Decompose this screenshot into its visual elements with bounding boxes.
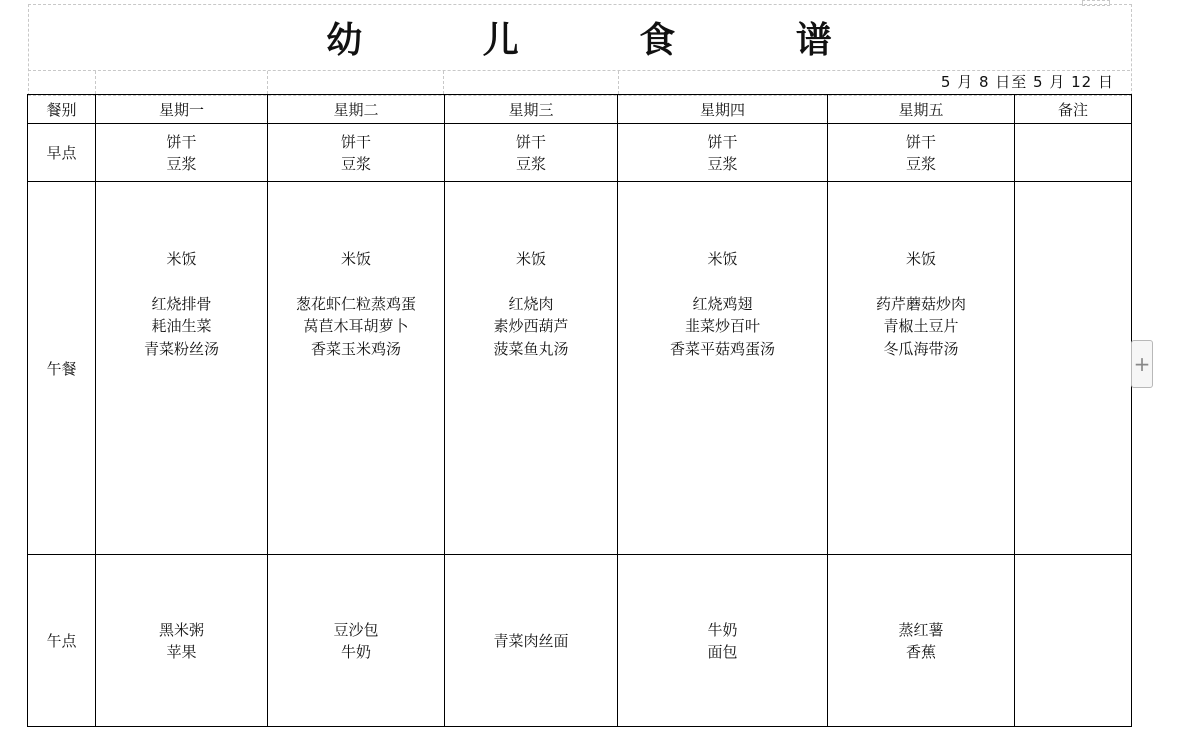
table-row-lunch (28, 182, 1132, 555)
breakfast-thursday[interactable] (618, 124, 828, 182)
menu-item: 香蕉 (905, 642, 936, 661)
meal-label-snack: 午点 (28, 555, 96, 727)
header-row (28, 95, 1132, 124)
snack-monday[interactable] (96, 555, 268, 727)
menu-item: 冬瓜海带汤 (883, 339, 959, 358)
lunch-tuesday[interactable] (268, 182, 445, 555)
menu-item-staple: 米饭 (166, 250, 197, 268)
menu-item: 饼干 (707, 132, 738, 151)
menu-item-staple: 米饭 (515, 250, 546, 268)
menu-item: 豆浆 (707, 154, 738, 173)
table-row-snack (28, 555, 1132, 727)
snack-friday[interactable] (828, 555, 1015, 727)
breakfast-wednesday[interactable] (445, 124, 618, 182)
breakfast-monday[interactable] (96, 124, 268, 182)
menu-item: 牛奶 (707, 620, 738, 639)
breakfast-tuesday[interactable] (268, 124, 445, 182)
page-title: 幼 儿 食 谱 (326, 19, 886, 61)
menu-item: 香菜玉米鸡汤 (310, 339, 401, 358)
menu-item: 牛奶 (340, 642, 371, 661)
menu-item: 香菜平菇鸡蛋汤 (669, 339, 775, 358)
menu-item: 饼干 (905, 132, 936, 151)
menu-item: 豆浆 (340, 154, 371, 173)
menu-item: 青菜粉丝汤 (143, 339, 219, 358)
menu-item: 耗油生菜 (151, 317, 212, 335)
menu-item: 青菜肉丝面 (493, 631, 569, 650)
menu-item: 红烧排骨 (151, 294, 212, 313)
header-meal-type: 餐别 (28, 95, 96, 124)
header-thursday: 星期四 (618, 95, 828, 124)
table-guide-line (618, 71, 619, 94)
menu-item: 红烧肉 (508, 294, 554, 313)
menu-item: 药芹蘑菇炒肉 (875, 294, 966, 313)
lunch-friday[interactable] (828, 182, 1015, 555)
meal-label-breakfast: 早点 (28, 124, 96, 182)
menu-item: 豆浆 (905, 154, 936, 173)
snack-notes[interactable] (1015, 555, 1132, 727)
menu-item: 饼干 (166, 132, 197, 151)
menu-item: 饼干 (515, 132, 546, 151)
menu-item-staple: 米饭 (905, 250, 936, 268)
snack-tuesday[interactable] (268, 555, 445, 727)
header-monday: 星期一 (96, 95, 268, 124)
menu-item: 韭菜炒百叶 (684, 317, 760, 335)
lunch-wednesday[interactable] (445, 182, 618, 555)
table-guide-line (443, 71, 444, 94)
table-guide-line (28, 70, 1130, 71)
menu-item-staple: 米饭 (707, 250, 738, 268)
menu-item: 豆沙包 (333, 620, 379, 639)
menu-item: 红烧鸡翅 (692, 294, 753, 313)
header-notes: 备注 (1015, 95, 1132, 124)
lunch-thursday[interactable] (618, 182, 828, 555)
menu-item: 蒸红薯 (898, 620, 944, 639)
table-guide-line (95, 71, 96, 94)
menu-item: 饼干 (340, 132, 371, 151)
menu-item-staple: 米饭 (340, 250, 371, 268)
menu-item: 面包 (707, 642, 738, 661)
menu-item: 莴苣木耳胡萝卜 (303, 317, 409, 335)
menu-item: 青椒土豆片 (883, 317, 959, 335)
lunch-monday[interactable] (96, 182, 268, 555)
header-wednesday: 星期三 (445, 95, 618, 124)
meal-label-lunch: 午餐 (28, 182, 96, 555)
menu-item: 苹果 (166, 642, 197, 661)
menu-item: 豆浆 (515, 154, 546, 173)
menu-item: 素炒西葫芦 (493, 317, 569, 335)
header-tuesday: 星期二 (268, 95, 445, 124)
table-guide-line (267, 71, 268, 94)
menu-item: 菠菜鱼丸汤 (493, 339, 569, 358)
menu-item: 豆浆 (166, 154, 197, 173)
breakfast-notes[interactable] (1015, 124, 1132, 182)
menu-table (27, 94, 1132, 727)
snack-thursday[interactable] (618, 555, 828, 727)
lunch-notes[interactable] (1015, 182, 1132, 555)
snack-wednesday[interactable] (445, 555, 618, 727)
breakfast-friday[interactable] (828, 124, 1015, 182)
header-friday: 星期五 (828, 95, 1015, 124)
add-column-button[interactable] (1131, 340, 1153, 388)
table-row-breakfast (28, 124, 1132, 182)
date-range: 5 月 8 日至 5 月 12 日 (940, 73, 1114, 91)
menu-item: 葱花虾仁粒蒸鸡蛋 (295, 294, 416, 313)
menu-item: 黑米粥 (158, 620, 204, 639)
plus-icon: + (1133, 352, 1151, 376)
